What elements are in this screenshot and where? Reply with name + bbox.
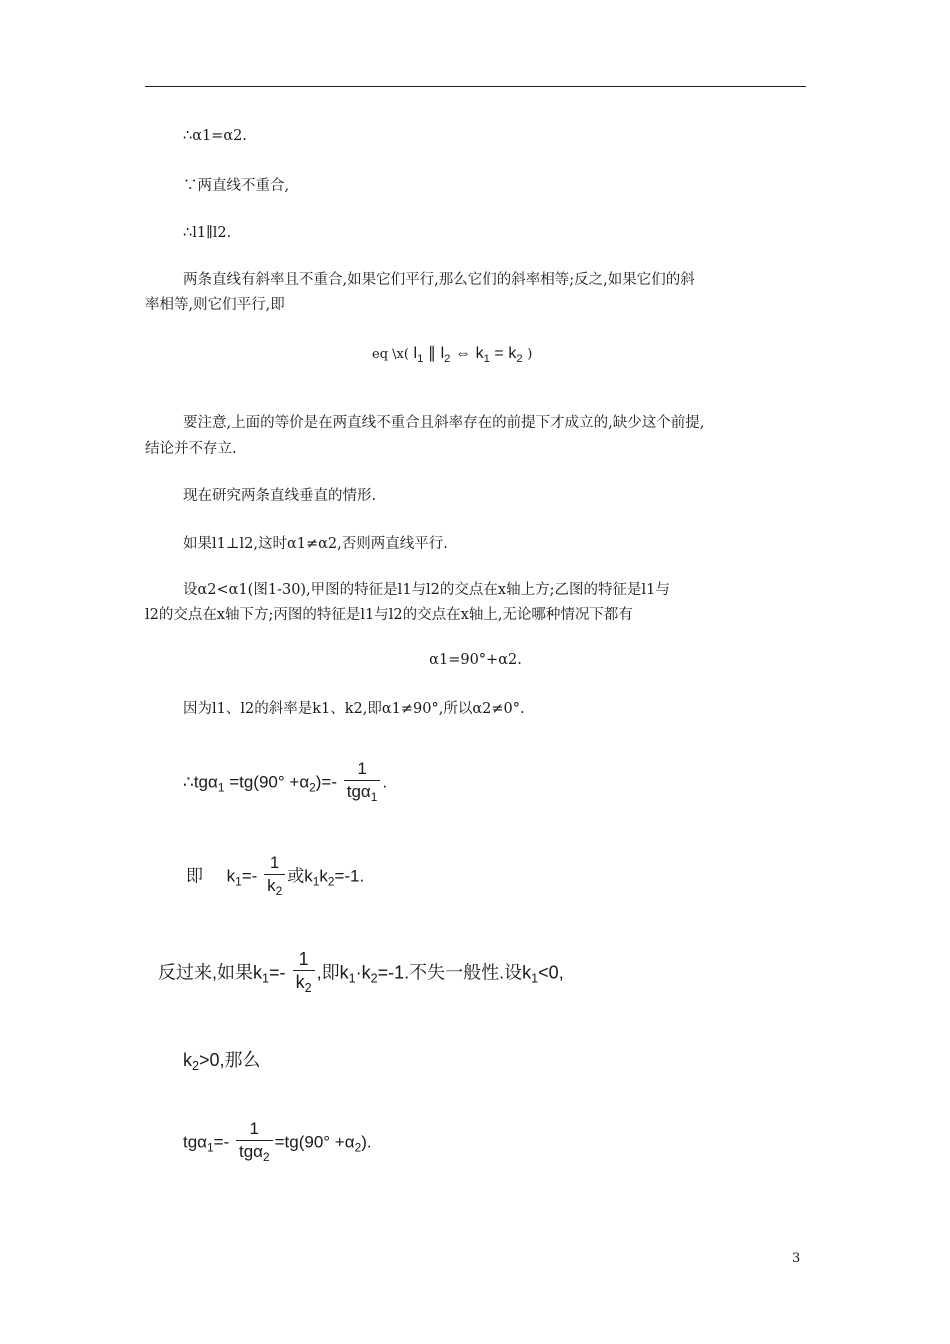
paragraph-line: 如果l1⊥l2,这时α1≠α2,否则两直线平行. — [183, 536, 448, 552]
paragraph-line: 现在研究两条直线垂直的情形. — [183, 488, 377, 504]
paragraph-line: 结论并不存立. — [145, 441, 237, 457]
paragraph-line: 因为l1、l2的斜率是k1、k2,即α1≠90°,所以α2≠0°. — [183, 701, 525, 717]
formula-line: α1=90°+α2. — [429, 652, 522, 668]
formula-k2-positive: $k_2>0$,那么 — [183, 1050, 261, 1073]
fraction: $\frac{1}{tg\alpha_2}$ — [236, 1118, 273, 1168]
formula-k1-k2: 即 $k_1=-$ $\frac{1}{k_2}$ 或$k_1k_2=-1$. — [186, 852, 364, 904]
paragraph-line: 两条直线有斜率且不重合,如果它们平行,那么它们的斜率相等;反之,如果它们的斜 — [183, 272, 695, 288]
formula-tg-alpha1: ∴tgα$_1$ $=tg(90^\circ +\alpha_2)=-$ $\frac{1}{tg\alpha_1}$ . — [183, 758, 387, 810]
header-rule — [145, 86, 806, 87]
fraction: $\frac{1}{tg\alpha_1}$ — [344, 758, 381, 808]
formula-tg-alpha1-final: tgα$_1$=- $\frac{1}{tg\alpha_2}$ $=tg(90^\circ +\alpha_2)$. — [183, 1118, 372, 1170]
equation: eq \x( $l_1$ ∥ $l_2$ ⇔ $k_1 = k_2$ ) — [372, 345, 533, 365]
paragraph-line: 率相等,则它们平行,即 — [145, 297, 285, 313]
page-number: 3 — [792, 1251, 801, 1266]
paragraph-line: l2的交点在x轴下方;丙图的特征是l1与l2的交点在x轴上,无论哪种情况下都有 — [145, 607, 633, 623]
paragraph-line: 设α2<α1(图1-30),甲图的特征是l1与l2的交点在x轴上方;乙图的特征是l1与 — [183, 582, 670, 598]
fraction: $\frac{1}{k_2}$ — [264, 852, 285, 902]
text-line: ∴α1=α2. — [183, 128, 248, 144]
formula-converse: 反过来,如果$k_1=-$ $\frac{1}{k_2}$ ,即$k_1\cdot k_2=-1$.不失一般性.设$k_1<0$, — [158, 948, 564, 1001]
text-line: ∵两直线不重合, — [183, 178, 290, 194]
text-line: ∴l1∥l2. — [183, 225, 232, 241]
fraction: $\frac{1}{k_2}$ — [293, 948, 315, 999]
paragraph-line: 要注意,上面的等价是在两直线不重合且斜率存在的前提下才成立的,缺少这个前提, — [183, 415, 705, 431]
